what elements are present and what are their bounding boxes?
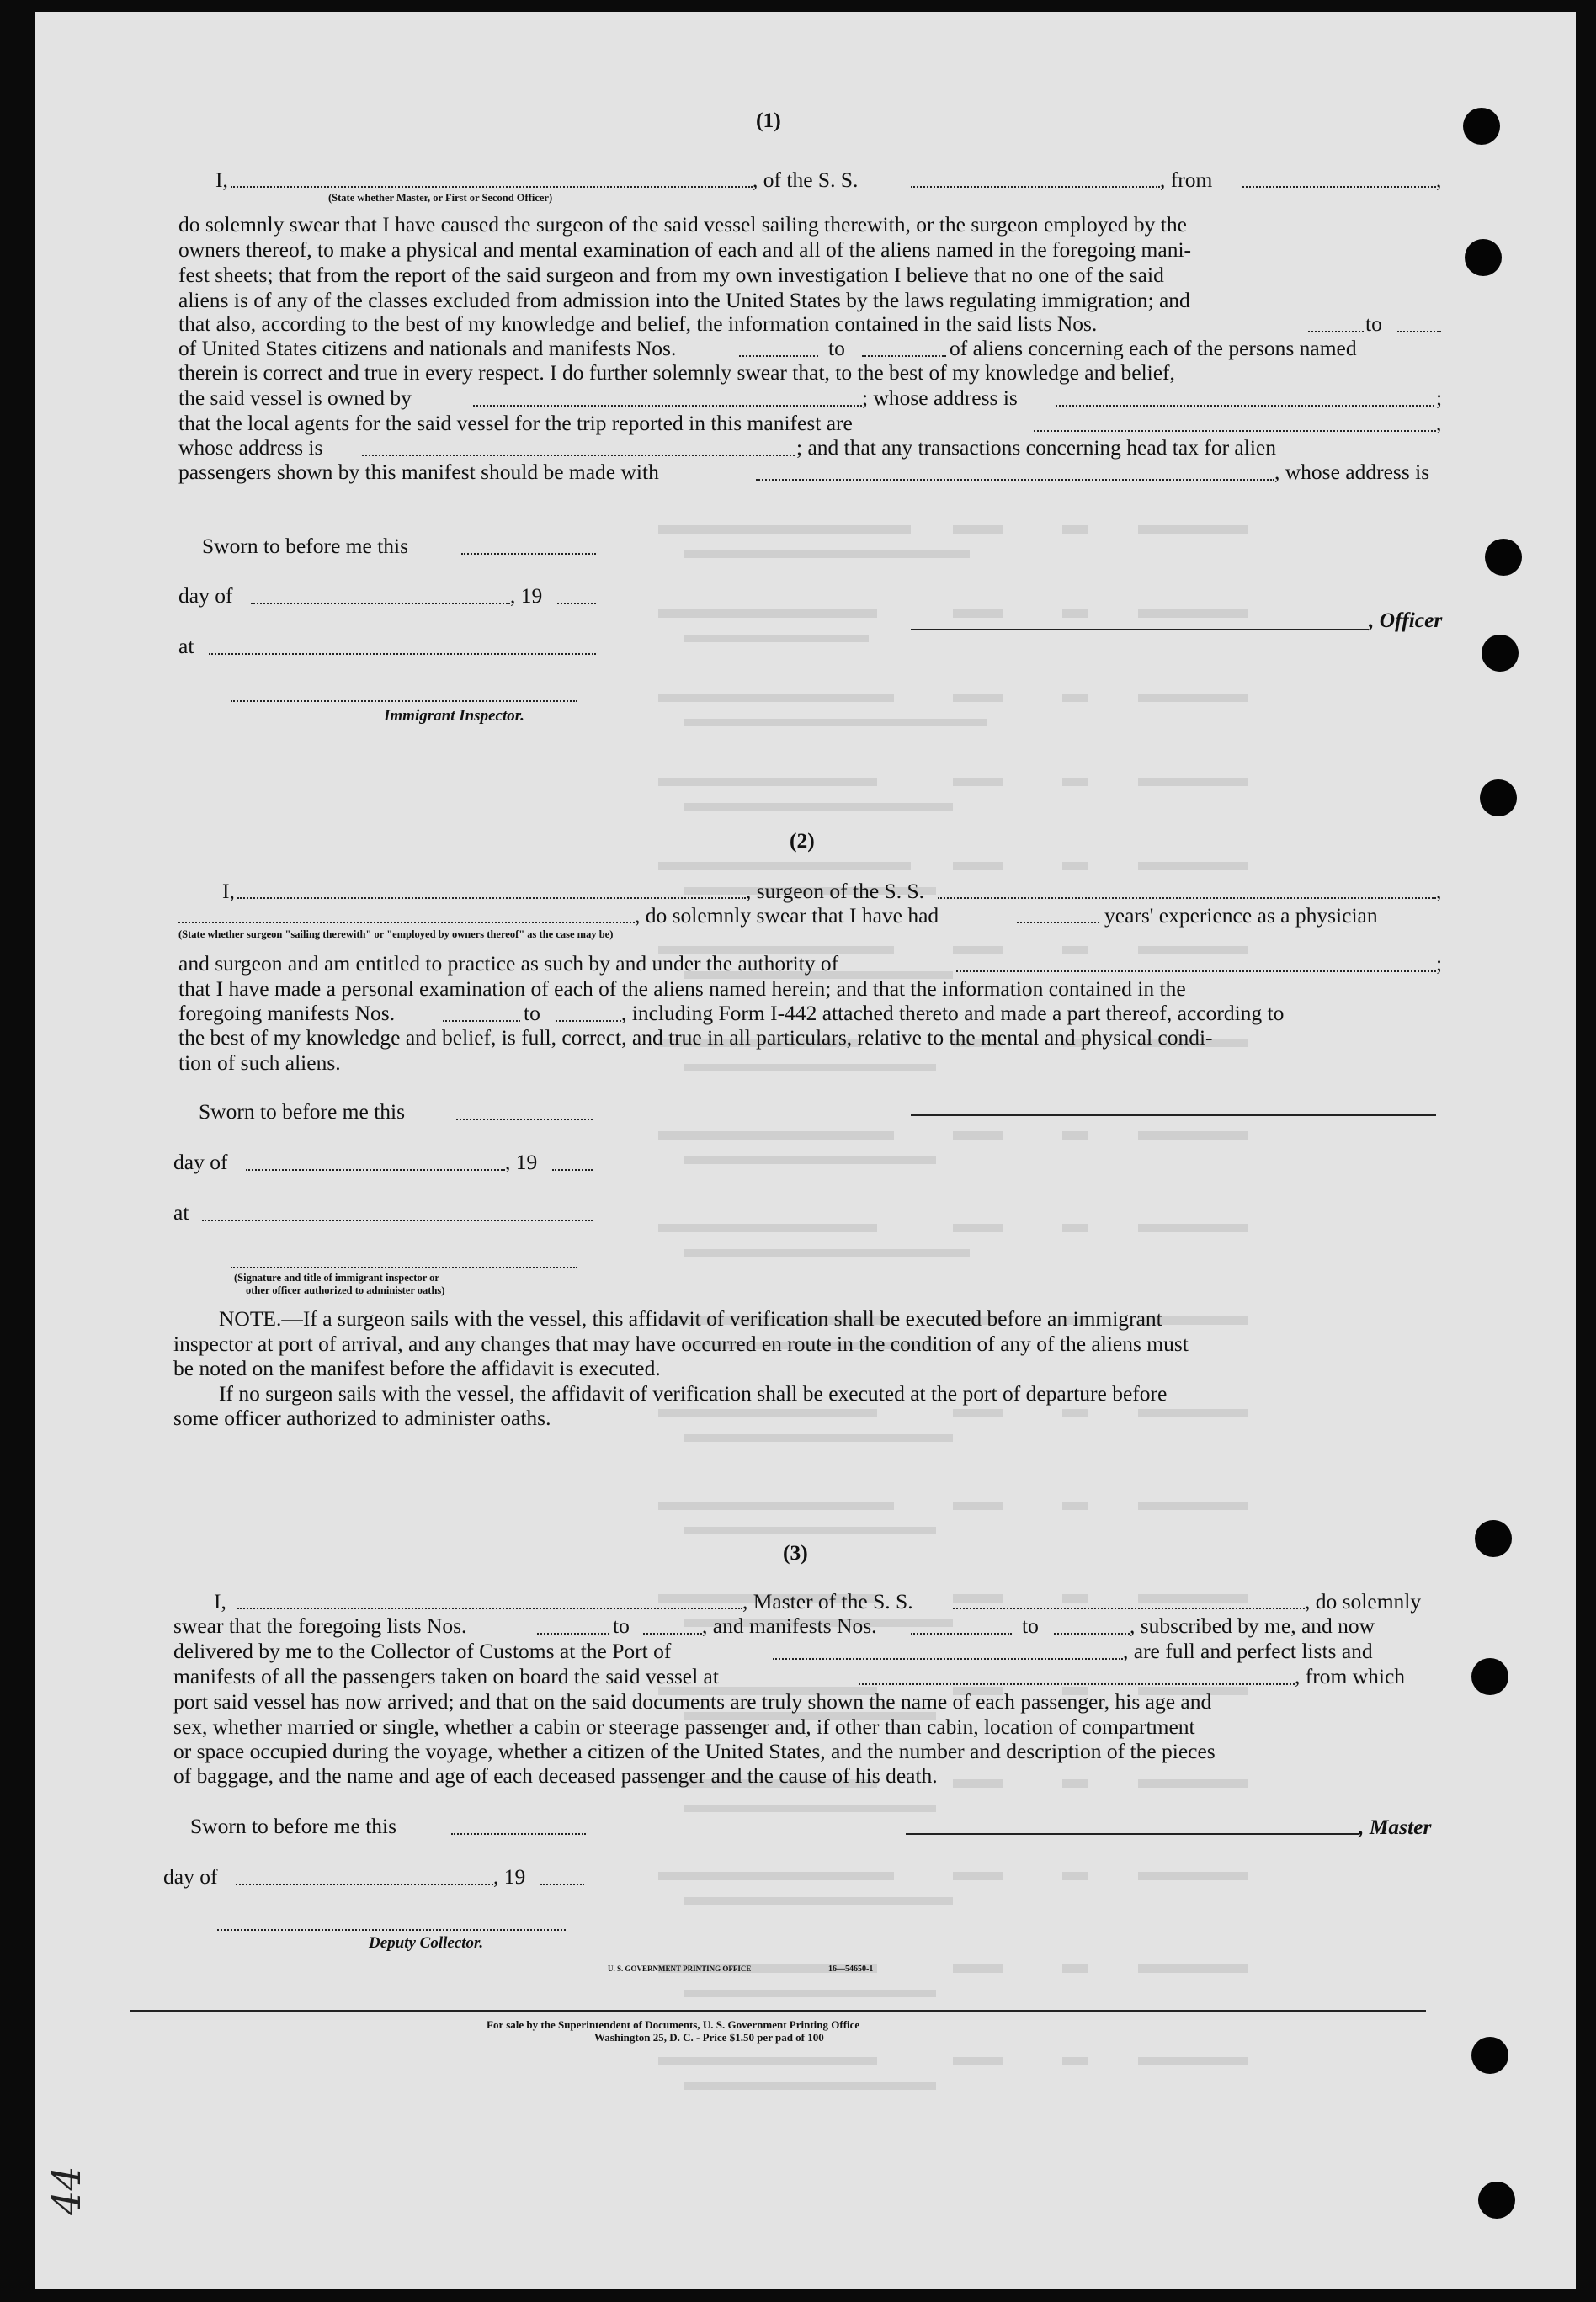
boarding-port-field[interactable] <box>859 1683 1295 1685</box>
paragraph-line: do solemnly swear that I have caused the surgeon of the said vessel sailing therewith, or the surgeon employed by the <box>178 212 1187 237</box>
master-name-field[interactable] <box>237 1608 742 1609</box>
section-3-opening: I, <box>214 1589 226 1614</box>
surgeon-status-field[interactable] <box>178 922 635 923</box>
note-line: NOTE.—If a surgeon sails with the vessel, this affidavit of verification shall be executed before an immigrant <box>219 1306 1162 1331</box>
collector-signature-line[interactable] <box>217 1929 566 1931</box>
note-label: NOTE. <box>219 1306 282 1331</box>
day-of-label: day of <box>173 1150 228 1174</box>
surgeon-signature-line[interactable] <box>911 1114 1436 1116</box>
paragraph-line: manifests of all the passengers taken on board the said vessel at <box>173 1664 719 1688</box>
from-port-field[interactable] <box>1242 186 1436 188</box>
lists-from-field[interactable] <box>537 1633 609 1635</box>
punch-hole <box>1463 108 1500 145</box>
section-2-number: (2) <box>790 828 815 853</box>
officer-note: (State whether Master, or First or Second Officer) <box>328 192 553 204</box>
place-field[interactable] <box>202 1220 593 1221</box>
at-label: at <box>173 1200 189 1225</box>
surgeon-name-field[interactable] <box>237 897 746 899</box>
year-field[interactable] <box>540 1884 584 1885</box>
footer-divider <box>130 2010 1426 2012</box>
section-1-opening: I, <box>215 167 228 192</box>
note-line: some officer authorized to administer oaths. <box>173 1406 551 1430</box>
years-experience-field[interactable] <box>1017 922 1099 923</box>
sworn-label: Sworn to before me this <box>199 1099 406 1124</box>
collector-label: Deputy Collector. <box>369 1934 484 1952</box>
manifest-from-field[interactable] <box>739 355 818 357</box>
sworn-date-field[interactable] <box>461 553 596 555</box>
authority-field[interactable] <box>956 970 1436 972</box>
witness-signature-line[interactable] <box>231 1267 577 1268</box>
sworn-date-field[interactable] <box>456 1119 593 1120</box>
inspector-label: Immigrant Inspector. <box>384 707 524 725</box>
document-page: (1) I, , of the S. S. , from , (State whether Master, or First or Second Officer) do solemnly swear that I have caused the surgeon of the said vessel sailing therewith, or the surgeon employed by the owners thereof, to make a physical and mental examination of each and all of the aliens named in the foregoing mani- fest sheets; that from the report of the said surgeon and from my own investigation I believe that no one of the said aliens is of any of the classes excluded from admission into the United States by the laws regulating immigration; and that also, according to the best of my knowledge and belief, the information contained in the said lists Nos. to of United States citizens and nationals and manifests Nos. to of aliens concerning each of the persons named therein is correct and true in every respect. I do further solemnly swear that, to the best of my knowledge and belief, the said vessel is owned by ; whose address is ; that the local agents for the said vessel for the trip reported in this manifest are , whose address is ; and that any transactions concerning head tax for alien passengers shown by this manifest should be made with , whose address is Sworn to before me this day of , 19 at , Officer Immigrant Inspector. (2) I, , surgeon of the S. S. , , do solemnly swear that I have had years' experience as a physician (State whether surgeon "sailing therewith" or "employed by owners thereof" as the case may be) and surgeon and am entitled to practice as such by and under the authority of ; that I have made a personal examination of each of the aliens named herein; and that the information contained in the foregoing manifests Nos. to , including Form I-442 attached thereto and made a part thereof, according to the best of my knowledge and belief, is full, correct, and true in all particulars, relative to the mental and physical condi- tion of such aliens. Sworn to before me this day of , 19 at (Signature and title of immigrant inspector or other officer authorized to administer oaths) NOTE.—If a surgeon sails with the vessel, this affidavit of verification shall be executed before an immigrant inspector at port of arrival, and any changes that may have occurred en route in the condition of any of the aliens must be noted on the manifest before the affidavit is executed. If no surgeon sails with the vessel, the affidavit of verification shall be executed at the port of departure before some officer authorized to administer oaths. (3) I, , Master of the S. S. , do solemnly swear that the foregoing lists Nos. to , and manifests Nos. to , subscribed by me, and now delivered by me to the Collector of Customs at the Port of , are full and perfect lists and manifests of all the passengers taken on board the said vessel at , from which port said vessel has now arrived; and that on the said documents are truly shown the name of each passenger, his age and sex, whether married or single, whether a cabin or steerage passenger and, if other than cabin, location of compartment or space occupied during the voyage, whether a citizen of the United States, and the number and description of the pieces of baggage, and the name and age of each deceased passenger and the cause of his death. Sworn to before me this , Master day of , 19 Deputy Collector. U. S. GOVERNMENT PRINTING OFFICE 16—54650-1 For sale by the Superintendent of Documents, U. S. Government Printing Office Washington 25, D. C. - Price $1.50 per pad of 100 44 <box>35 12 1576 2289</box>
master-vessel-field[interactable] <box>953 1608 1305 1609</box>
officer-name-field[interactable] <box>231 186 753 188</box>
owner-field[interactable] <box>473 405 862 407</box>
paragraph-line: fest sheets; that from the report of the said surgeon and from my own investigation I believe that no one of the said <box>178 263 1164 287</box>
paragraph-line: aliens is of any of the classes excluded from admission into the United States by the laws regulating immigration; and <box>178 288 1190 312</box>
section-2-opening: I, <box>222 879 235 903</box>
paragraph-line: the best of my knowledge and belief, is full, correct, and true in all particulars, relative to the mental and physical condi- <box>178 1025 1213 1050</box>
list-to-field[interactable] <box>1397 331 1441 332</box>
manifests-from-field[interactable] <box>911 1633 1012 1635</box>
month-field[interactable] <box>246 1169 505 1171</box>
paragraph-line: or space occupied during the voyage, whether a citizen of the United States, and the number and description of the pieces <box>173 1739 1216 1763</box>
paragraph-line: and surgeon and am entitled to practice as such by and under the authority of <box>178 951 839 976</box>
signature-note: other officer authorized to administer oaths) <box>246 1284 445 1296</box>
sworn-date-field[interactable] <box>451 1833 586 1835</box>
owner-address-field[interactable] <box>1056 405 1434 407</box>
manifest-to-field[interactable] <box>862 355 946 357</box>
note-line: If no surgeon sails with the vessel, the affidavit of verification shall be executed at the port of departure before <box>219 1381 1168 1406</box>
section-1-number: (1) <box>756 108 781 132</box>
surgeon-vessel-field[interactable] <box>938 897 1436 899</box>
list-from-field[interactable] <box>1308 331 1364 332</box>
note-line: inspector at port of arrival, and any changes that may have occurred en route in the condition of any of the aliens must <box>173 1332 1189 1356</box>
section-3-number: (3) <box>783 1540 808 1565</box>
form-code: 16—54650-1 <box>828 1964 874 1974</box>
day-of-label: day of <box>163 1864 218 1889</box>
paragraph-line: foregoing manifests Nos. <box>178 1001 396 1025</box>
punch-hole <box>1485 539 1522 576</box>
paragraph-line: the said vessel is owned by <box>178 385 412 410</box>
paragraph-line: tion of such aliens. <box>178 1050 341 1075</box>
note-line: be noted on the manifest before the affidavit is executed. <box>173 1356 661 1380</box>
gpo-imprint: U. S. GOVERNMENT PRINTING OFFICE <box>608 1964 752 1973</box>
officer-label: , Officer <box>1369 608 1443 632</box>
surgeon-note: (State whether surgeon "sailing therewith" or "employed by owners thereof" as the case may be) <box>178 928 614 940</box>
paragraph-line: whose address is <box>178 435 323 460</box>
vessel-name-field[interactable] <box>911 186 1160 188</box>
punch-hole <box>1480 779 1517 816</box>
at-label: at <box>178 634 194 658</box>
sworn-label: Sworn to before me this <box>202 534 409 558</box>
officer-signature-line[interactable] <box>911 629 1369 630</box>
inspector-signature-line[interactable] <box>231 700 577 702</box>
master-signature-line[interactable] <box>906 1833 1359 1835</box>
from-label: , from <box>1160 167 1213 192</box>
punch-hole <box>1475 1520 1512 1557</box>
vessel-label: , of the S. S. <box>753 167 859 192</box>
surgeon-manifest-from-field[interactable] <box>443 1020 520 1022</box>
agents-address-field[interactable] <box>362 455 795 456</box>
punch-hole <box>1471 2037 1508 2074</box>
paragraph-line: of baggage, and the name and age of each deceased passenger and the cause of his death. <box>173 1763 938 1788</box>
surgeon-manifest-to-field[interactable] <box>556 1020 621 1022</box>
paragraph-line: that also, according to the best of my knowledge and belief, the information contained in the said lists Nos. <box>178 311 1098 336</box>
paragraph-line: port said vessel has now arrived; and that on the said documents are truly shown the name of each passenger, his age and <box>173 1689 1212 1714</box>
punch-hole <box>1465 239 1502 276</box>
year-field[interactable] <box>557 603 596 604</box>
paragraph-line: owners thereof, to make a physical and mental examination of each and all of the aliens named in the foregoing mani- <box>178 237 1192 262</box>
signature-note: (Signature and title of immigrant inspector or <box>234 1272 439 1284</box>
head-tax-contact-field[interactable] <box>756 479 1274 481</box>
port-field[interactable] <box>773 1658 1123 1660</box>
lists-to-field[interactable] <box>643 1633 702 1635</box>
paragraph-line: of United States citizens and nationals and manifests Nos. <box>178 336 677 360</box>
paragraph-line: therein is correct and true in every respect. I do further solemnly swear that, to the best of my knowledge and belief, <box>178 360 1175 385</box>
local-agents-field[interactable] <box>1034 430 1436 432</box>
sworn-label: Sworn to before me this <box>190 1814 397 1838</box>
punch-hole <box>1478 2182 1515 2219</box>
margin-mark: 44 <box>44 2166 89 2215</box>
punch-hole <box>1471 1658 1508 1695</box>
day-of-label: day of <box>178 583 233 608</box>
manifests-to-field[interactable] <box>1054 1633 1130 1635</box>
month-field[interactable] <box>236 1884 493 1885</box>
sale-notice: Washington 25, D. C. - Price $1.50 per pad of 100 <box>594 2031 824 2044</box>
paragraph-line: delivered by me to the Collector of Customs at the Port of <box>173 1639 672 1663</box>
sale-notice: For sale by the Superintendent of Documents, U. S. Government Printing Office <box>487 2018 860 2031</box>
paragraph-line: sex, whether married or single, whether a cabin or steerage passenger and, if other than cabin, location of compartment <box>173 1715 1195 1739</box>
paragraph-line: passengers shown by this manifest should be made with <box>178 460 659 484</box>
paragraph-line: swear that the foregoing lists Nos. <box>173 1614 467 1638</box>
master-label: , Master <box>1359 1815 1432 1839</box>
punch-hole <box>1482 635 1519 672</box>
paragraph-line: that the local agents for the said vessel for the trip reported in this manifest are <box>178 411 853 435</box>
month-field[interactable] <box>251 603 510 604</box>
paragraph-line: that I have made a personal examination of each of the aliens named herein; and that the information contained in the <box>178 976 1186 1001</box>
place-field[interactable] <box>209 653 596 655</box>
year-field[interactable] <box>552 1169 593 1171</box>
